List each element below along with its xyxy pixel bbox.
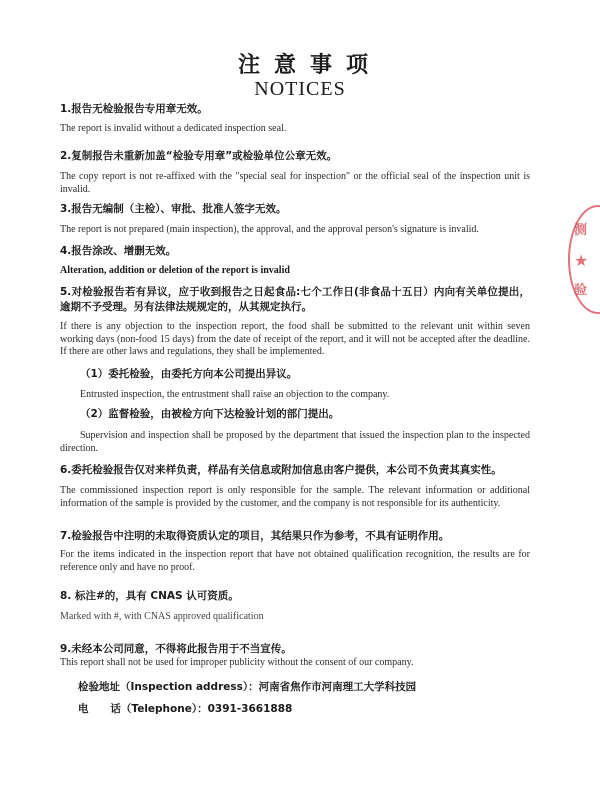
notice-4-cn: 4.报告涂改、增删无效。 [60, 245, 177, 257]
stamp-text-bottom: 验 [574, 283, 588, 298]
stamp-text-top: 测 [574, 223, 588, 238]
stamp-star-icon: ★ [574, 251, 589, 270]
notice-5-1-en: Entrusted inspection, the entrustment shall raise an objection to the company. [80, 389, 390, 400]
notice-5-1-cn: （1）委托检验，由委托方向本公司提出异议。 [80, 368, 298, 380]
notice-5-2-cn: （2）监督检验，由被检方向下达检验计划的部门提出。 [80, 408, 340, 420]
notice-8-en: Marked with #, with CNAS approved qualification [60, 611, 264, 622]
notice-9-cn: 9.未经本公司同意，不得将此报告用于不当宣传。 [60, 643, 292, 655]
notice-7-cn: 7.检验报告中注明的未取得资质认定的项目，其结果只作为参考，不具有证明作用。 [60, 530, 450, 542]
notice-7-en: For the items indicated in the inspection report that have not obtained qualification recognition, the results are for reference only and have no proof. [60, 549, 530, 573]
notice-1-en: The report is invalid without a dedicated inspection seal. [60, 123, 287, 134]
notice-5-2-en: Supervision and inspection shall be proposed by the department that issued the inspection plan to the inspected direction. [60, 430, 530, 454]
notice-4-en: Alteration, addition or deletion of the report is invalid [60, 265, 290, 276]
notice-5-cn: 5.对检验报告若有异议，应于收到报告之日起食品:七个工作日(非食品十五日）内向有关单位提出，逾期不予受理。另有法律法规规定的，从其规定执行。 [60, 286, 530, 313]
red-seal-stamp [568, 205, 600, 314]
notice-2-en: The copy report is not re-affixed with the "special seal for inspection" or the official seal of the inspection unit is invalid. [60, 171, 530, 195]
notice-6-cn: 6.委托检验报告仅对来样负责，样品有关信息或附加信息由客户提供，本公司不负责其真实性。 [60, 464, 502, 476]
inspection-address: 检验地址（Inspection address）：河南省焦作市河南理工大学科技园 [78, 681, 417, 693]
notice-3-cn: 3.报告无编制（主检）、审批、批准人签字无效。 [60, 203, 287, 215]
title-english: NOTICES [254, 78, 346, 100]
notice-6-en: The commissioned inspection report is only responsible for the sample. The relevant information or additional information of the sample is provided by the customer, and the company is not responsible for its authenticity. [60, 485, 530, 509]
notice-2-cn: 2.复制报告未重新加盖“检验专用章”或检验单位公章无效。 [60, 150, 338, 162]
title-chinese: 注意事项 [237, 52, 382, 78]
notice-5-en: If there is any objection to the inspection report, the food shall be submitted to the relevant unit within seven working days (non-food 15 days) from the date of receipt of the report, and it will not be accepted after the deadline. If there are other laws and regulations, they shall be implemented. [60, 321, 530, 357]
notice-1-cn: 1.报告无检验报告专用章无效。 [60, 103, 208, 115]
notice-9-en: This report shall not be used for improper publicity without the consent of our company. [60, 657, 414, 668]
telephone: 电 话（Telephone）：0391-3661888 [78, 703, 293, 715]
notice-8-cn: 8. 标注#的，具有 CNAS 认可资质。 [60, 590, 239, 602]
notice-3-en: The report is not prepared (main inspection), the approval, and the approval person's signature is invalid. [60, 224, 479, 235]
